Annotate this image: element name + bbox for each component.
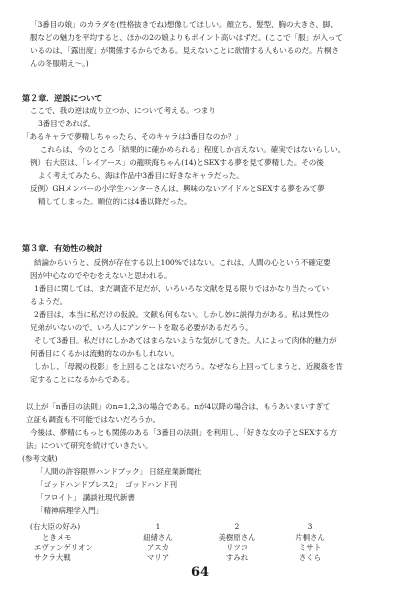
intro-line-2: 服などの魅力を平均すると、ほかの2の娘よりもポイント高いはずだ。(ここで「服」が入って [30,33,343,42]
favorites-table [30,520,370,563]
references-heading: (参考文献) [22,454,58,463]
table-cell: エヴァンゲリオン [34,543,93,552]
closing-line: 今後は、夢精にもっとも関係のある「3番目の法則」を利用し、「好きな女の子とSEXする方 [30,428,337,437]
chapter2-line: ここで、我の逆は成り立つか、について考える。つまり [30,106,216,115]
table-cell: サクラ大戦 [34,553,71,562]
chapter3-line: 1番目に関しては、まだ調査不足だが、いろいろな文献を見る限りではかなり当たってい [34,284,329,293]
table-cell: 紐緒さん [143,533,173,542]
closing-line: 法」について研究を続けていきたい。 [26,441,153,450]
chapter2-line: 3番目であれば、 [38,119,95,128]
chapter3-line: 結論からいうと、反例が存在する以上100%ではない。これは、人間の心という不確定要 [34,258,331,267]
chapter3-line: そして3番目。私だけにしかあてはまらないような気がしてきた。人によって肉体的魅力が [34,336,337,345]
chapter3-line: 因が中心なのでやむをえないと思われる。 [30,271,172,280]
closing-line: 立証も調査も不可能ではないだろうか。 [26,415,160,424]
table-header-cell: 1 [155,522,161,531]
reference-item: 「人間の許容限界ハンドブック」 日経産業新聞社 [36,467,202,476]
chapter2-heading: 第２章．逆説について [22,93,103,103]
chapter3-line: るようだ。 [30,297,68,306]
chapter2-line: 精してしまった。順位的には4番以降だった。 [38,197,192,206]
table-header-cell: (右大臣の好み) [30,522,81,531]
intro-line-1: 「3番目の娘」のカラダを(性格抜きでね)想像してほしい。顔立ち、髪型、胸の大きさ、脚、 [30,20,338,29]
chapter3-line: 定することになるからである。 [30,375,135,384]
table-header-cell: 2 [234,522,240,531]
reference-item: 「ゴッドハンドプレス2」 ゴッドハンド刊 [36,480,177,489]
table-cell: ときメモ [42,533,72,542]
table-cell: 美樹原さん [218,533,256,542]
chapter2-line: 「あるキャラで夢精しちゃったら、そのキャラは3番目なのか？」 [22,132,243,141]
closing-line: 以上が「n番目の法則」のn=1,2,3の場合である。nが4以降の場合は、もうあいまいすぎて [26,402,331,411]
table-cell: 片桐さん [295,533,325,542]
intro-line-4: んの冬服萌え〜。) [30,59,89,68]
table-cell: リツコ [225,543,249,552]
chapter2-line: これらは、今のところ「結果的に確かめられる」程度しか言えない。確実ではないらしい。 [40,145,346,154]
table-row [30,533,370,543]
table-header-row [30,520,370,533]
chapter2-line: 反例）GHメンバーの小学生ハンターさんは、興味のないアイドルとSEXする夢をみて夢 [30,184,325,193]
chapter3-line: しかし、「母親の投影」を上回ることはないだろう。なぜなら上回ってしまうと、近親姦を肯 [34,362,343,371]
chapter3-heading: 第３章．有効性の検討 [22,243,103,253]
intro-line-3: いるのは、「露出度」が関係するからである。見えないことに欲情する人もいるのだ。片桐さ [30,46,339,55]
chapter3-line: 何番目にくるかは流動的なのかもしれない。 [30,349,179,358]
chapter3-line: 2番目は、本当に私だけの仮説。文献も何もない。しかし妙に説得力がある。私は異性の [34,310,329,319]
chapter2-line: よく考えてみたら、海は作品中3番目に好きなキャラだった。 [38,171,244,180]
reference-item: 「フロイト」 講談社現代新書 [36,493,135,502]
page-number: 64 [190,565,210,580]
table-cell: さくら [298,553,322,562]
reference-item: 「精神病理学入門」 [36,506,103,515]
table-header-cell: 3 [307,522,313,531]
chapter3-line: 兄弟がいないので、いろ人にアンケートを取る必要があるだろう。 [30,323,253,332]
table-cell: ミサト [298,543,322,552]
table-row [30,543,370,553]
table-row [30,553,370,563]
table-cell: アスカ [147,543,169,552]
table-cell: マリア [146,553,170,562]
chapter2-line: 例）右大臣は、「レイアース」の龍咲海ちゃん(14)とSEXする夢を見て夢精した。その後 [30,158,324,167]
table-cell: すみれ [225,553,249,562]
